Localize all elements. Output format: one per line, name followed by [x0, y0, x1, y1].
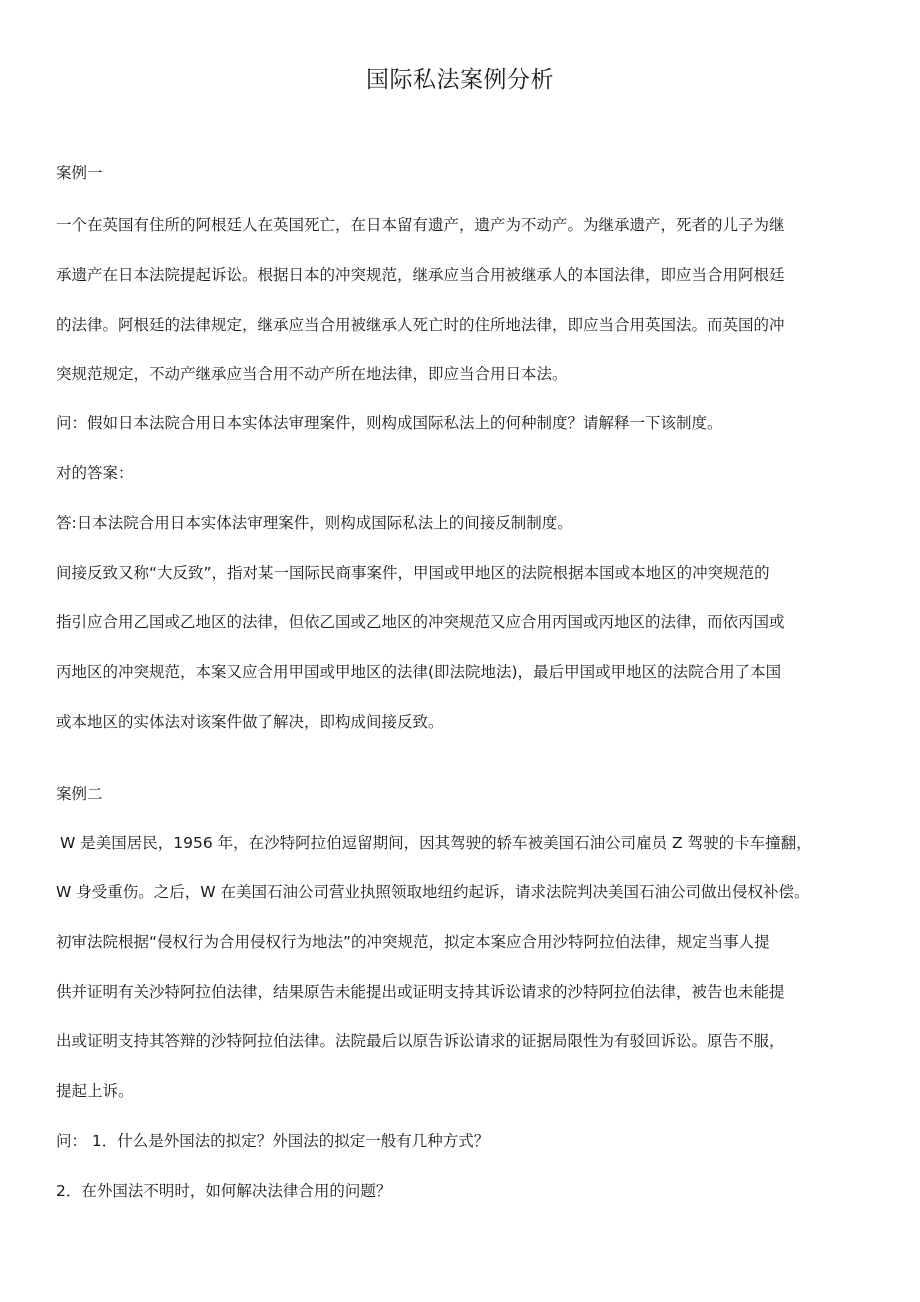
case2-question-2: 2．在外国法不明时，如何解决法律合用的问题？	[56, 1182, 392, 1200]
case1-explanation-line-4: 或本地区的实体法对该案件做了解决，即构成间接反致。	[56, 713, 444, 731]
case1-facts-line-1: 一个在英国有住所的阿根廷人在英国死亡，在日本留有遗产，遗产为不动产。为继承遗产，死者的儿子为继	[56, 216, 785, 234]
case1-question: 问：假如日本法院合用日本实体法审理案件，则构成国际私法上的何种制度？请解释一下该制度。	[56, 414, 723, 432]
case1-facts-line-3: 的法律。阿根廷的法律规定，继承应当合用被继承人死亡时的住所地法律，即应当合用英国法。而英国的冲	[56, 316, 785, 334]
case2-heading: 案例二	[56, 785, 103, 803]
case1-answer-label: 对的答案：	[56, 464, 134, 482]
case2-facts-line-1: W 是美国居民，1956 年，在沙特阿拉伯逗留期间，因其驾驶的轿车被美国石油公司雇员 Z 驾驶的卡车撞翻，	[60, 834, 812, 852]
case2-question-1: 问： 1．什么是外国法的拟定？外国法的拟定一般有几种方式？	[56, 1132, 490, 1150]
case2-facts-line-6: 提起上诉。	[56, 1082, 134, 1100]
case1-explanation-line-2: 指引应合用乙国或乙地区的法律，但依乙国或乙地区的冲突规范又应合用丙国或丙地区的法律，而依丙国或	[56, 613, 785, 631]
case2-facts-line-4: 供并证明有关沙特阿拉伯法律，结果原告未能提出或证明支持其诉讼请求的沙特阿拉伯法律，被告也未能提	[56, 983, 785, 1001]
case1-answer: 答:日本法院合用日本实体法审理案件，则构成国际私法上的间接反制制度。	[56, 514, 573, 532]
document-title: 国际私法案例分析	[366, 67, 554, 93]
case1-facts-line-4: 突规范规定，不动产继承应当合用不动产所在地法律，即应当合用日本法。	[56, 365, 568, 383]
case2-facts-line-3: 初审法院根据“侵权行为合用侵权行为地法”的冲突规范，拟定本案应合用沙特阿拉伯法律，规定当事人提	[56, 933, 770, 951]
case1-facts-line-2: 承遗产在日本法院提起诉讼。根据日本的冲突规范，继承应当合用被继承人的本国法律，即应当合用阿根廷	[56, 266, 785, 284]
case2-facts-line-2: W 身受重伤。之后，W 在美国石油公司营业执照领取地纽约起诉，请求法院判决美国石油公司做出侵权补偿。	[56, 883, 810, 901]
case1-heading: 案例一	[56, 164, 103, 182]
case1-explanation-line-3: 丙地区的冲突规范，本案又应合用甲国或甲地区的法律(即法院地法)，最后甲国或甲地区的法院合用了本国	[56, 663, 782, 681]
case2-facts-line-5: 出或证明支持其答辩的沙特阿拉伯法律。法院最后以原告诉讼请求的证据局限性为有驳回诉讼。原告不服，	[56, 1032, 785, 1050]
case1-explanation-line-1: 间接反致又称“大反致”，指对某一国际民商事案件，甲国或甲地区的法院根据本国或本地区的冲突规范的	[56, 564, 770, 582]
